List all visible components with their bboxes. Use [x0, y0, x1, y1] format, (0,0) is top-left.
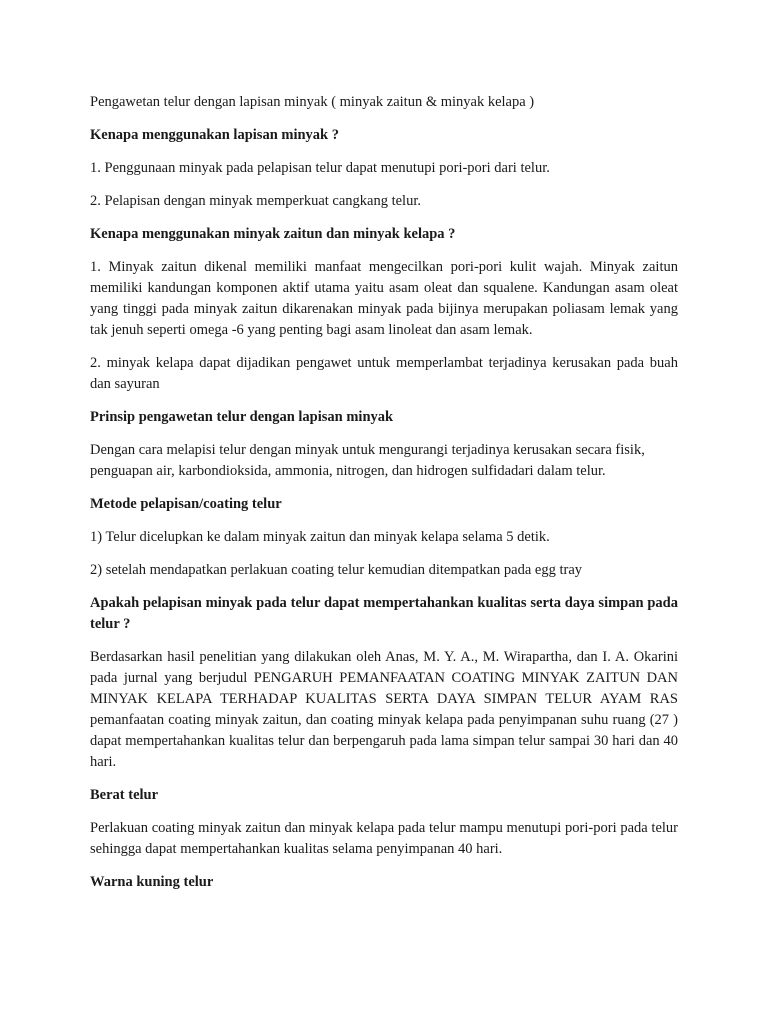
- document-title: Pengawetan telur dengan lapisan minyak ( minyak zaitun & minyak kelapa ): [90, 94, 535, 110]
- section-heading-warna-kuning-telur: Warna kuning telur: [90, 874, 214, 890]
- paragraph: 1. Minyak zaitun dikenal memiliki manfaat mengecilkan pori-pori kulit wajah. Minyak zaitun memiliki kandungan komponen aktif utama yaitu asam oleat dan squalene. Kandungan asam oleat yang tinggi pada minyak zaitun dikarenakan minyak pada bijinya merupakan poliasam lemak yang tak jenuh seperti omega -6 yang penting bagi asam linoleat dan asam lemak.: [90, 259, 678, 338]
- section-heading-lapisan-minyak: Kenapa menggunakan lapisan minyak ?: [90, 127, 339, 143]
- paragraph: 2. Pelapisan dengan minyak memperkuat cangkang telur.: [90, 193, 421, 209]
- section-heading-berat-telur: Berat telur: [90, 787, 159, 803]
- paragraph: 2) setelah mendapatkan perlakuan coating telur kemudian ditempatkan pada egg tray: [90, 562, 583, 578]
- section-heading-metode: Metode pelapisan/coating telur: [90, 496, 282, 512]
- paragraph: Perlakuan coating minyak zaitun dan minyak kelapa pada telur mampu menutupi pori-pori pada telur sehingga dapat mempertahankan kualitas selama penyimpanan 40 hari.: [90, 820, 678, 857]
- section-heading-prinsip: Prinsip pengawetan telur dengan lapisan minyak: [90, 409, 394, 425]
- section-heading-kualitas-daya-simpan: Apakah pelapisan minyak pada telur dapat mempertahankan kualitas serta daya simpan pada telur ?: [90, 595, 678, 632]
- section-heading-zaitun-kelapa: Kenapa menggunakan minyak zaitun dan minyak kelapa ?: [90, 226, 456, 242]
- paragraph: 2. minyak kelapa dapat dijadikan pengawet untuk memperlambat terjadinya kerusakan pada buah dan sayuran: [90, 355, 678, 392]
- paragraph: Berdasarkan hasil penelitian yang dilakukan oleh Anas, M. Y. A., M. Wirapartha, dan I. A. Okarini pada jurnal yang berjudul PENGARUH PEMANFAATAN COATING MINYAK ZAITUN DAN MINYAK KELAPA TERHADAP KUALITAS SERTA DAYA SIMPAN TELUR AYAM RAS pemanfaatan coating minyak zaitun, dan coating minyak kelapa pada penyimpanan suhu ruang (27 ) dapat mempertahankan kualitas telur dan berpengaruh pada lama simpan telur sampai 30 hari dan 40 hari.: [90, 649, 678, 770]
- document-page: [90, 92, 678, 905]
- paragraph: 1) Telur dicelupkan ke dalam minyak zaitun dan minyak kelapa selama 5 detik.: [90, 529, 550, 545]
- paragraph: Dengan cara melapisi telur dengan minyak untuk mengurangi terjadinya kerusakan secara fisik, penguapan air, karbondioksida, ammonia, nitrogen, dan hidrogen sulfidadari dalam telur.: [90, 442, 645, 479]
- paragraph: 1. Penggunaan minyak pada pelapisan telur dapat menutupi pori-pori dari telur.: [90, 160, 550, 176]
